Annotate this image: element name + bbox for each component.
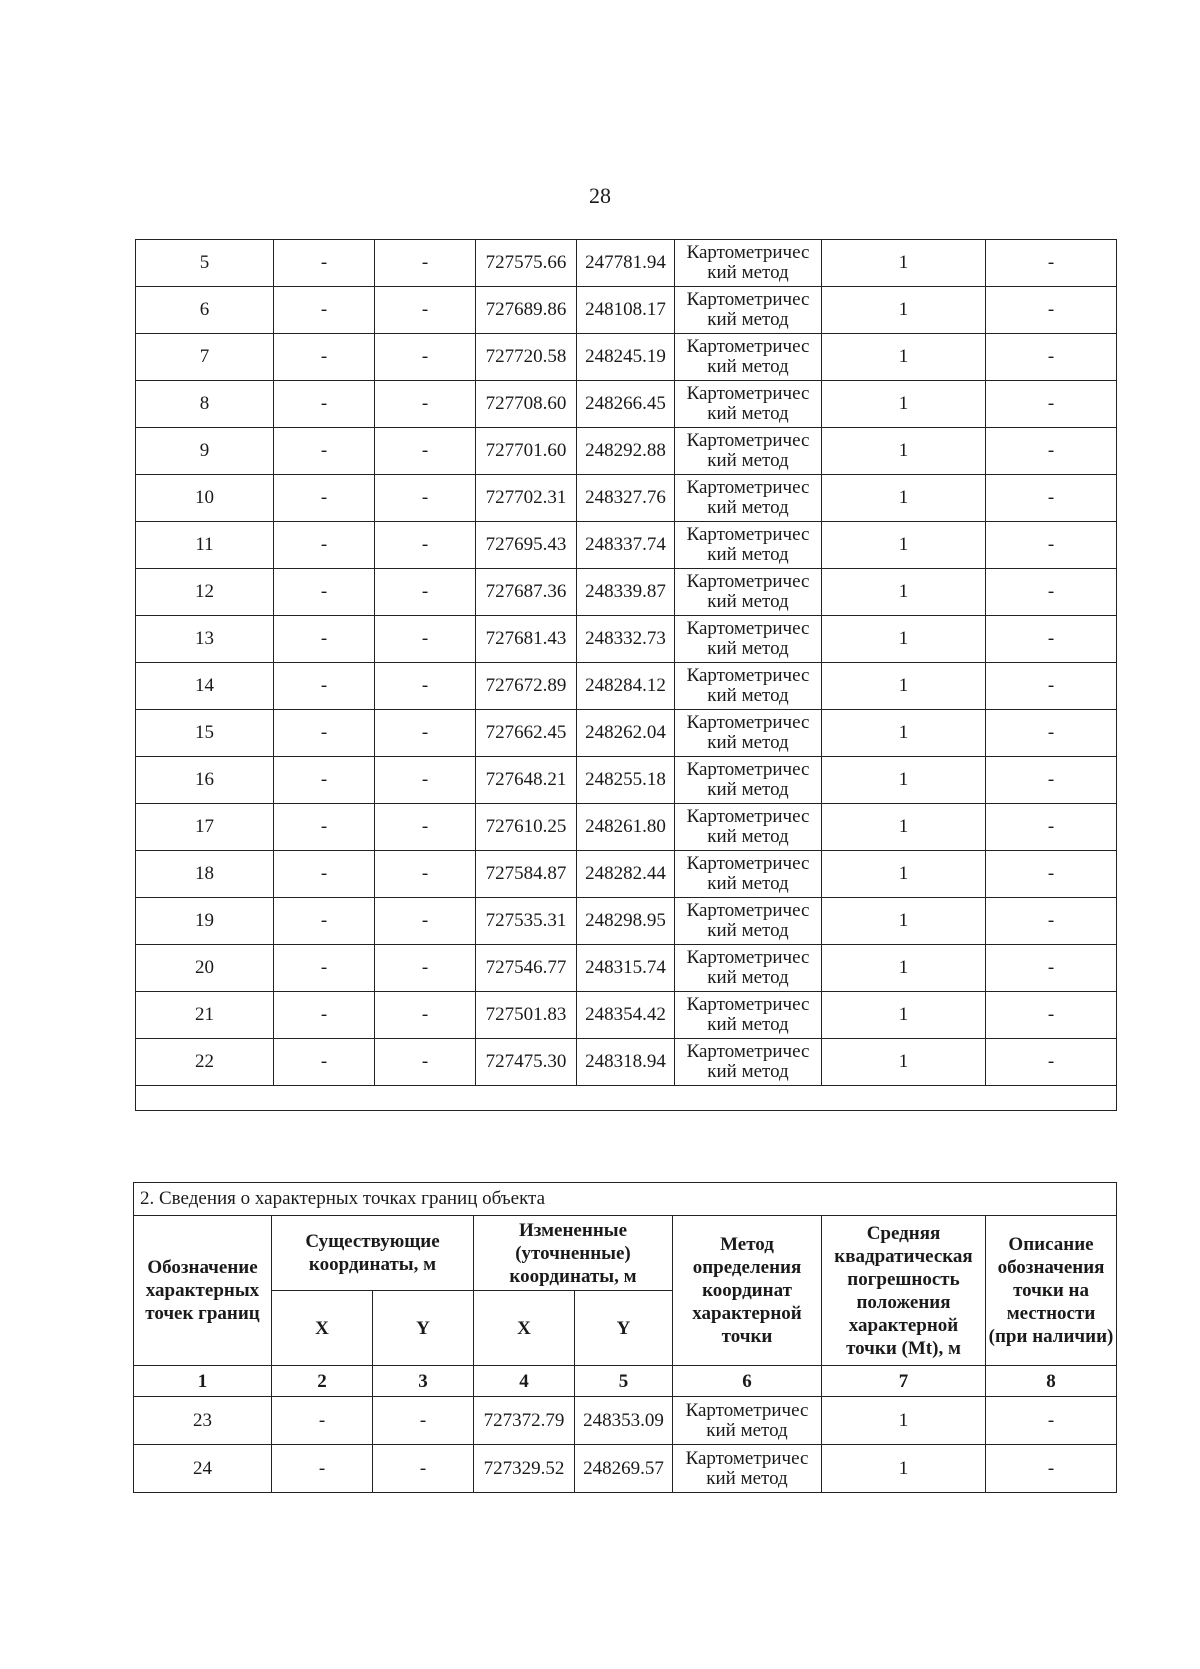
point-number-cell: 7 — [136, 334, 274, 381]
header-existing-y: Y — [373, 1291, 474, 1366]
point-number-cell: 20 — [136, 945, 274, 992]
method-line-2: кий метод — [707, 262, 789, 283]
existing-x-cell: - — [272, 1397, 373, 1445]
accuracy-cell: 1 — [822, 757, 986, 804]
accuracy-cell: 1 — [822, 475, 986, 522]
existing-x-cell: - — [274, 522, 375, 569]
existing-y-cell: - — [375, 804, 476, 851]
description-cell: - — [986, 898, 1117, 945]
existing-y-cell: - — [375, 945, 476, 992]
method-cell — [675, 992, 822, 1039]
existing-x-cell: - — [274, 945, 375, 992]
point-number-cell: 19 — [136, 898, 274, 945]
method-line-1: Картометричес — [686, 806, 810, 827]
point-number-cell: 16 — [136, 757, 274, 804]
method-line-1: Картометричес — [686, 571, 810, 592]
existing-x-cell: - — [274, 710, 375, 757]
accuracy-cell: 1 — [822, 287, 986, 334]
method-cell — [675, 804, 822, 851]
accuracy-cell: 1 — [822, 945, 986, 992]
method-line-1: Картометричес — [686, 524, 810, 545]
table-row — [136, 381, 1117, 428]
description-cell: - — [986, 945, 1117, 992]
method-line-2: кий метод — [707, 638, 789, 659]
header-point-designation: Обозначение характерных точек границ — [134, 1216, 272, 1366]
method-line-2: кий метод — [707, 450, 789, 471]
changed-x-cell: 727689.86 — [476, 287, 577, 334]
header-changed-coords: Измененные (уточненные) координаты, м — [474, 1216, 673, 1291]
existing-y-cell: - — [375, 287, 476, 334]
changed-y-cell: 248245.19 — [577, 334, 675, 381]
accuracy-cell: 1 — [822, 240, 986, 287]
method-line-2: кий метод — [707, 1014, 789, 1035]
method-line-2: кий метод — [707, 967, 789, 988]
table-row — [136, 1039, 1117, 1086]
changed-y-cell: 248282.44 — [577, 851, 675, 898]
existing-x-cell: - — [274, 757, 375, 804]
header-changed-x: X — [474, 1291, 575, 1366]
changed-x-cell: 727702.31 — [476, 475, 577, 522]
method-cell — [675, 381, 822, 428]
changed-y-cell: 248354.42 — [577, 992, 675, 1039]
column-numbers-row — [134, 1366, 1117, 1397]
table-row — [136, 851, 1117, 898]
existing-x-cell: - — [274, 569, 375, 616]
changed-y-cell: 248262.04 — [577, 710, 675, 757]
changed-y-cell: 248327.76 — [577, 475, 675, 522]
existing-x-cell: - — [274, 381, 375, 428]
changed-x-cell: 727687.36 — [476, 569, 577, 616]
changed-x-cell: 727372.79 — [474, 1397, 575, 1445]
changed-x-cell: 727501.83 — [476, 992, 577, 1039]
method-line-1: Картометричес — [686, 759, 810, 780]
changed-x-cell: 727720.58 — [476, 334, 577, 381]
accuracy-cell: 1 — [822, 381, 986, 428]
existing-y-cell: - — [375, 569, 476, 616]
point-number-cell: 18 — [136, 851, 274, 898]
method-line-2: кий метод — [707, 732, 789, 753]
changed-x-cell: 727708.60 — [476, 381, 577, 428]
table-row — [134, 1445, 1117, 1493]
existing-y-cell: - — [375, 851, 476, 898]
method-line-1: Картометричес — [686, 383, 810, 404]
accuracy-cell: 1 — [822, 663, 986, 710]
description-cell: - — [986, 428, 1117, 475]
existing-x-cell: - — [274, 898, 375, 945]
description-cell: - — [986, 569, 1117, 616]
description-cell: - — [986, 710, 1117, 757]
existing-y-cell: - — [375, 522, 476, 569]
accuracy-cell: 1 — [822, 522, 986, 569]
description-cell: - — [986, 1397, 1117, 1445]
accuracy-cell: 1 — [822, 992, 986, 1039]
changed-x-cell: 727695.43 — [476, 522, 577, 569]
method-line-1: Картометричес — [686, 618, 810, 639]
table-body — [134, 1397, 1117, 1493]
changed-y-cell: 248332.73 — [577, 616, 675, 663]
changed-x-cell: 727648.21 — [476, 757, 577, 804]
changed-y-cell: 248108.17 — [577, 287, 675, 334]
point-number-cell: 6 — [136, 287, 274, 334]
column-number: 5 — [575, 1366, 673, 1397]
existing-x-cell: - — [274, 334, 375, 381]
column-number: 2 — [272, 1366, 373, 1397]
existing-y-cell: - — [375, 381, 476, 428]
changed-x-cell: 727546.77 — [476, 945, 577, 992]
method-line-1: Картометричес — [686, 900, 810, 921]
method-line-2: кий метод — [706, 1467, 788, 1489]
method-cell — [675, 757, 822, 804]
column-number: 8 — [986, 1366, 1117, 1397]
point-number-cell: 15 — [136, 710, 274, 757]
method-line-2: кий метод — [707, 591, 789, 612]
changed-y-cell: 248261.80 — [577, 804, 675, 851]
accuracy-cell: 1 — [822, 898, 986, 945]
existing-y-cell: - — [375, 898, 476, 945]
existing-x-cell: - — [274, 616, 375, 663]
method-line-2: кий метод — [707, 356, 789, 377]
description-cell: - — [986, 287, 1117, 334]
existing-x-cell: - — [274, 475, 375, 522]
existing-y-cell: - — [373, 1397, 474, 1445]
point-number-cell: 24 — [134, 1445, 272, 1493]
point-number-cell: 13 — [136, 616, 274, 663]
changed-x-cell: 727584.87 — [476, 851, 577, 898]
changed-y-cell: 248315.74 — [577, 945, 675, 992]
header-changed-y: Y — [575, 1291, 673, 1366]
description-cell: - — [986, 334, 1117, 381]
changed-y-cell: 248337.74 — [577, 522, 675, 569]
changed-x-cell: 727610.25 — [476, 804, 577, 851]
existing-x-cell: - — [274, 240, 375, 287]
method-line-1: Картометричес — [685, 1447, 809, 1469]
method-cell — [675, 334, 822, 381]
method-line-1: Картометричес — [686, 289, 810, 310]
description-cell: - — [986, 663, 1117, 710]
existing-y-cell: - — [375, 757, 476, 804]
existing-x-cell: - — [272, 1445, 373, 1493]
empty-cell — [136, 1086, 1117, 1111]
table-row — [136, 757, 1117, 804]
table-row — [136, 569, 1117, 616]
description-cell: - — [986, 757, 1117, 804]
changed-x-cell: 727681.43 — [476, 616, 577, 663]
column-number: 6 — [673, 1366, 822, 1397]
method-cell — [675, 569, 822, 616]
existing-y-cell: - — [375, 616, 476, 663]
description-cell: - — [986, 475, 1117, 522]
method-line-1: Картометричес — [686, 853, 810, 874]
changed-y-cell: 248292.88 — [577, 428, 675, 475]
table-row — [136, 663, 1117, 710]
method-cell — [673, 1445, 822, 1493]
header-method: Метод определения координат характерной точки — [673, 1216, 822, 1366]
method-cell — [675, 616, 822, 663]
column-number: 7 — [822, 1366, 986, 1397]
table-row — [136, 240, 1117, 287]
changed-x-cell: 727475.30 — [476, 1039, 577, 1086]
point-number-cell: 11 — [136, 522, 274, 569]
table-row — [136, 428, 1117, 475]
table-body — [136, 240, 1117, 1111]
accuracy-cell: 1 — [822, 804, 986, 851]
method-line-1: Картометричес — [685, 1399, 809, 1421]
point-number-cell: 10 — [136, 475, 274, 522]
existing-y-cell: - — [375, 428, 476, 475]
accuracy-cell: 1 — [822, 1397, 986, 1445]
method-cell — [675, 898, 822, 945]
description-cell: - — [986, 381, 1117, 428]
existing-y-cell: - — [375, 710, 476, 757]
method-cell — [675, 710, 822, 757]
column-number: 3 — [373, 1366, 474, 1397]
method-line-2: кий метод — [707, 779, 789, 800]
method-cell — [675, 475, 822, 522]
table-row — [136, 287, 1117, 334]
description-cell: - — [986, 992, 1117, 1039]
point-number-cell: 9 — [136, 428, 274, 475]
description-cell: - — [986, 851, 1117, 898]
table-row — [136, 804, 1117, 851]
changed-y-cell: 248298.95 — [577, 898, 675, 945]
existing-x-cell: - — [274, 663, 375, 710]
table-row — [136, 616, 1117, 663]
method-line-2: кий метод — [707, 403, 789, 424]
method-cell — [673, 1397, 822, 1445]
method-line-1: Картометричес — [686, 1041, 810, 1062]
method-cell — [675, 522, 822, 569]
accuracy-cell: 1 — [822, 428, 986, 475]
table-row — [136, 522, 1117, 569]
description-cell: - — [986, 240, 1117, 287]
point-number-cell: 8 — [136, 381, 274, 428]
method-line-2: кий метод — [707, 873, 789, 894]
existing-x-cell: - — [274, 992, 375, 1039]
method-cell — [675, 945, 822, 992]
point-number-cell: 17 — [136, 804, 274, 851]
changed-x-cell: 727662.45 — [476, 710, 577, 757]
changed-y-cell: 248269.57 — [575, 1445, 673, 1493]
table-row — [136, 898, 1117, 945]
description-cell: - — [986, 1039, 1117, 1086]
method-line-1: Картометричес — [686, 336, 810, 357]
method-cell — [675, 663, 822, 710]
header-accuracy: Средняя квадратическая погрешность положения характерной точки (Mt), м — [822, 1216, 986, 1366]
method-line-1: Картометричес — [686, 665, 810, 686]
method-line-2: кий метод — [706, 1419, 788, 1441]
table-row — [136, 710, 1117, 757]
boundary-points-table — [133, 1182, 1117, 1493]
accuracy-cell: 1 — [822, 569, 986, 616]
changed-y-cell: 248318.94 — [577, 1039, 675, 1086]
description-cell: - — [986, 804, 1117, 851]
method-line-2: кий метод — [707, 920, 789, 941]
description-cell: - — [986, 616, 1117, 663]
boundary-points-table-continued — [135, 239, 1117, 1111]
method-line-1: Картометричес — [686, 947, 810, 968]
existing-x-cell: - — [274, 287, 375, 334]
page-number: 28 — [589, 183, 611, 208]
method-line-2: кий метод — [707, 544, 789, 565]
accuracy-cell: 1 — [822, 616, 986, 663]
table-row — [136, 334, 1117, 381]
method-cell — [675, 240, 822, 287]
method-line-1: Картометричес — [686, 994, 810, 1015]
method-line-2: кий метод — [707, 826, 789, 847]
changed-y-cell: 248353.09 — [575, 1397, 673, 1445]
existing-y-cell: - — [375, 475, 476, 522]
method-line-1: Картометричес — [686, 430, 810, 451]
description-cell: - — [986, 522, 1117, 569]
changed-y-cell: 248266.45 — [577, 381, 675, 428]
empty-row — [136, 1086, 1117, 1111]
method-line-1: Картометричес — [686, 712, 810, 733]
table-row — [136, 945, 1117, 992]
existing-y-cell: - — [375, 240, 476, 287]
method-line-1: Картометричес — [686, 242, 810, 263]
accuracy-cell: 1 — [822, 710, 986, 757]
table-row — [136, 992, 1117, 1039]
existing-x-cell: - — [274, 428, 375, 475]
point-number-cell: 14 — [136, 663, 274, 710]
accuracy-cell: 1 — [822, 1445, 986, 1493]
table-row — [134, 1397, 1117, 1445]
existing-x-cell: - — [274, 804, 375, 851]
point-number-cell: 22 — [136, 1039, 274, 1086]
existing-y-cell: - — [375, 1039, 476, 1086]
method-cell — [675, 1039, 822, 1086]
point-number-cell: 12 — [136, 569, 274, 616]
changed-x-cell: 727329.52 — [474, 1445, 575, 1493]
point-number-cell: 21 — [136, 992, 274, 1039]
existing-y-cell: - — [375, 334, 476, 381]
changed-y-cell: 248255.18 — [577, 757, 675, 804]
existing-y-cell: - — [375, 663, 476, 710]
header-existing-x: X — [272, 1291, 373, 1366]
point-number-cell: 5 — [136, 240, 274, 287]
method-line-2: кий метод — [707, 309, 789, 330]
changed-x-cell: 727672.89 — [476, 663, 577, 710]
existing-y-cell: - — [373, 1445, 474, 1493]
method-line-2: кий метод — [707, 497, 789, 518]
column-number: 4 — [474, 1366, 575, 1397]
table-row — [136, 475, 1117, 522]
method-cell — [675, 851, 822, 898]
changed-x-cell: 727575.66 — [476, 240, 577, 287]
existing-x-cell: - — [274, 1039, 375, 1086]
changed-x-cell: 727701.60 — [476, 428, 577, 475]
section-title: 2. Сведения о характерных точках границ объекта — [134, 1183, 1117, 1216]
column-number: 1 — [134, 1366, 272, 1397]
description-cell: - — [986, 1445, 1117, 1493]
accuracy-cell: 1 — [822, 334, 986, 381]
point-number-cell: 23 — [134, 1397, 272, 1445]
method-line-1: Картометричес — [686, 477, 810, 498]
header-description: Описание обозначения точки на местности (при наличии) — [986, 1216, 1117, 1366]
header-existing-coords: Существующие координаты, м — [272, 1216, 474, 1291]
accuracy-cell: 1 — [822, 1039, 986, 1086]
changed-y-cell: 247781.94 — [577, 240, 675, 287]
existing-x-cell: - — [274, 851, 375, 898]
changed-y-cell: 248339.87 — [577, 569, 675, 616]
method-cell — [675, 287, 822, 334]
method-line-2: кий метод — [707, 685, 789, 706]
method-line-2: кий метод — [707, 1061, 789, 1082]
existing-y-cell: - — [375, 992, 476, 1039]
method-cell — [675, 428, 822, 475]
changed-y-cell: 248284.12 — [577, 663, 675, 710]
changed-x-cell: 727535.31 — [476, 898, 577, 945]
accuracy-cell: 1 — [822, 851, 986, 898]
